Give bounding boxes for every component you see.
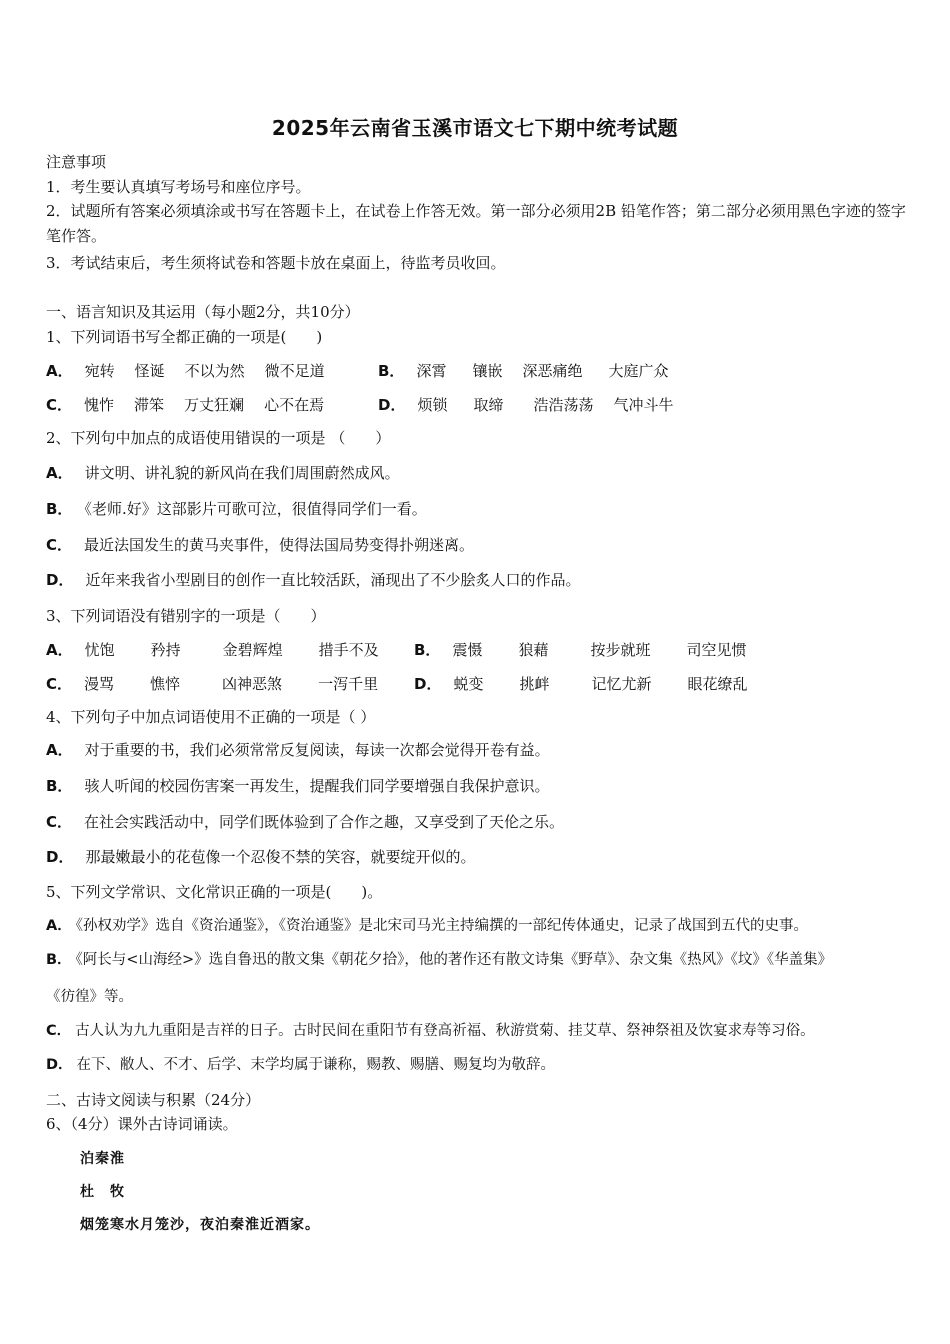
word: 狼藉 [518, 641, 549, 659]
q2-option-c [46, 534, 474, 556]
word: 烦锁 [417, 396, 448, 414]
section2-heading: 二、古诗文阅读与积累（24分） [46, 1091, 261, 1109]
option-label: B． [46, 500, 73, 518]
q6-stem: 6、（4分）课外古诗词诵读。 [46, 1115, 238, 1133]
option-label: C． [46, 675, 73, 693]
option-label: B． [414, 641, 441, 659]
option-label: A． [46, 641, 73, 659]
word: 气冲斗牛 [613, 396, 674, 414]
q5-stem: 5、下列文学常识、文化常识正确的一项是( )。 [46, 883, 383, 901]
option-label: C． [46, 813, 73, 831]
q1-option-d [378, 394, 674, 416]
word: 漫骂 [84, 675, 115, 693]
option-label: C． [46, 536, 73, 554]
option-text: 那最嫩最小的花苞像一个忍俊不禁的笑容，就要绽开似的。 [85, 848, 476, 866]
word: 忧饱 [84, 641, 115, 659]
notice-item-1: 1．考生要认真填写考场号和座位序号。 [46, 178, 311, 196]
option-label: A． [46, 918, 72, 934]
word: 眼花缭乱 [687, 675, 748, 693]
option-text: 最近法国发生的黄马夹事件，使得法国局势变得扑朔迷离。 [84, 536, 475, 554]
word: 震慑 [452, 641, 483, 659]
q1-option-a [46, 360, 325, 382]
q5-option-b-cont: 《彷徨》等。 [46, 989, 133, 1005]
word: 微不足道 [264, 362, 325, 380]
q3-option-a [46, 639, 379, 661]
option-label: A． [46, 741, 73, 759]
option-text: 《老师.好》这部影片可歌可泣，很值得同学们一看。 [84, 500, 427, 518]
option-label: C． [46, 1023, 72, 1039]
q4-option-d [46, 846, 475, 868]
option-text: 《阿长与<山海经>》选自鲁迅的散文集《朝花夕拾》，他的著作还有散文诗集《野草》、杂文集《热风》《坟》《华盖集》 [75, 952, 833, 968]
option-text: 近年来我省小型剧目的创作一直比较活跃，涌现出了不少脍炙人口的作品。 [85, 571, 581, 589]
word: 大庭广众 [608, 362, 669, 380]
q5-option-b [46, 949, 832, 971]
q5-option-c [46, 1020, 815, 1042]
word: 蜕变 [453, 675, 484, 693]
word: 凶神恶煞 [222, 675, 283, 693]
word: 记忆尤新 [591, 675, 652, 693]
option-label: C． [46, 396, 73, 414]
q3-stem: 3、下列词语没有错别字的一项是（ ） [46, 607, 326, 625]
word: 镶嵌 [472, 362, 503, 380]
q4-option-a [46, 739, 550, 761]
option-label: D． [46, 848, 74, 866]
option-text: 对于重要的书，我们必须常常反复阅读，每读一次都会觉得开卷有益。 [84, 741, 550, 759]
option-label: B． [46, 952, 72, 968]
notice-item-2: 2．试题所有答案必须填涂或书写在答题卡上，在试卷上作答无效。第一部分必须用2B 铅笔作答；第二部分必须用黑色字迹的签字笔作答。 [46, 202, 906, 245]
q2-option-d [46, 569, 580, 591]
option-label: A． [46, 464, 73, 482]
word: 按步就班 [590, 641, 651, 659]
option-text: 在下、敝人、不才、后学、末学均属于谦称，赐教、赐膳、赐复均为敬辞。 [76, 1057, 556, 1073]
option-text: 古人认为九九重阳是吉祥的日子。古时民间在重阳节有登高祈福、秋游赏菊、挂艾草、祭神祭祖及饮宴求寿等习俗。 [75, 1023, 815, 1039]
q4-option-c [46, 811, 564, 833]
q4-stem: 4、下列句子中加点词语使用不正确的一项是（ ） [46, 708, 376, 726]
q2-option-b [46, 498, 427, 520]
q3-option-b [414, 639, 747, 661]
q1-option-b [378, 360, 669, 382]
q2-stem: 2、下列句中加点的成语使用错误的一项是 （ ） [46, 429, 391, 447]
word: 浩浩荡荡 [533, 396, 594, 414]
word: 深霄 [416, 362, 447, 380]
q2-option-a [46, 462, 400, 484]
option-text: 在社会实践活动中，同学们既体验到了合作之趣，又享受到了天伦之乐。 [84, 813, 565, 831]
word: 深恶痛绝 [522, 362, 583, 380]
option-text: 《孙权劝学》选自《资治通鉴》，《资治通鉴》是北宋司马光主持编撰的一部纪传体通史，记录了战国到五代的史事。 [75, 918, 808, 934]
word: 心不在焉 [264, 396, 325, 414]
option-label: A． [46, 362, 73, 380]
word: 不以为然 [184, 362, 245, 380]
notice-item-3: 3．考试结束后，考生须将试卷和答题卡放在桌面上，待监考员收回。 [46, 254, 506, 272]
q5-option-a [46, 915, 808, 937]
option-label: D． [46, 1057, 73, 1073]
word: 取缔 [473, 396, 504, 414]
word: 万丈狂斓 [184, 396, 245, 414]
q5-option-d [46, 1054, 555, 1076]
option-text: 骇人听闻的校园伤害案一再发生，提醒我们同学要增强自我保护意识。 [84, 777, 550, 795]
word: 司空见惯 [686, 641, 747, 659]
q1-stem: 1、下列词语书写全都正确的一项是( ) [46, 328, 323, 346]
word: 金碧辉煌 [222, 641, 283, 659]
option-label: D． [46, 571, 74, 589]
word: 怪诞 [134, 362, 165, 380]
word: 滞笨 [134, 396, 165, 414]
word: 措手不及 [318, 641, 379, 659]
word: 愧怍 [84, 396, 115, 414]
poem-author: 杜 牧 [80, 1184, 125, 1200]
option-label: D． [414, 675, 442, 693]
poem-line: 烟笼寒水月笼沙，夜泊秦淮近酒家。 [80, 1217, 320, 1233]
page-title: 2025年云南省玉溪市语文七下期中统考试题 [271, 116, 679, 140]
q1-option-c [46, 394, 324, 416]
q3-option-c [46, 673, 378, 695]
word: 挑衅 [519, 675, 550, 693]
option-label: B． [46, 777, 73, 795]
word: 一泻千里 [318, 675, 379, 693]
word: 宛转 [84, 362, 115, 380]
word: 矜持 [150, 641, 181, 659]
notice-heading: 注意事项 [46, 153, 107, 171]
q3-option-d [414, 673, 748, 695]
option-text: 讲文明、讲礼貌的新风尚在我们周围蔚然成风。 [84, 464, 400, 482]
section1-heading: 一、语言知识及其运用（每小题2分，共10分） [46, 303, 360, 321]
poem-title: 泊秦淮 [80, 1151, 125, 1167]
word: 憔悴 [150, 675, 181, 693]
option-label: D． [378, 396, 406, 414]
option-label: B． [378, 362, 405, 380]
q4-option-b [46, 775, 549, 797]
